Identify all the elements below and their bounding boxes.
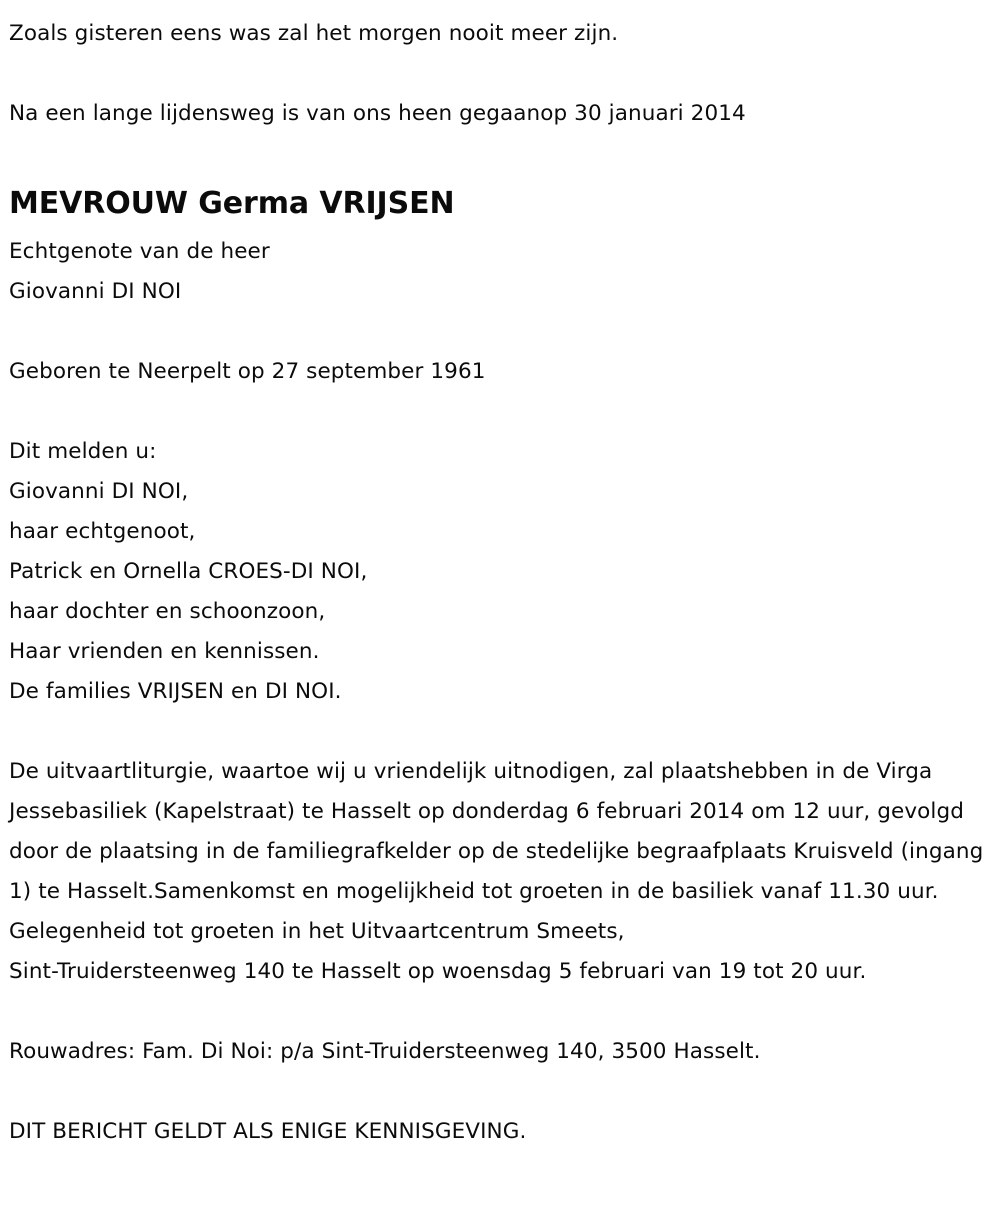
service-paragraph: De uitvaartliturgie, waartoe wij u vriendelijk uitnodigen, zal plaatshebben in de Virga Jessebasiliek (Kapelstraat) te Hasselt op donderdag 6 februari 2014 om 12 uur, gevolgd door de plaatsing in de familiegrafkelder op de stedelijke begraafplaats Kruisveld (ingang 1) te Hasselt.Samenkomst en mogelijkheid tot groeten in de basiliek vanaf 11.30 uur. xyxy=(9,759,984,904)
condolence-address: Rouwadres: Fam. Di Noi: p/a Sint-Truidersteenweg 140, 3500 Hasselt. xyxy=(9,1039,761,1064)
survivor-line: De families VRIJSEN en DI NOI. xyxy=(9,679,342,704)
spouse-label: Echtgenote van de heer xyxy=(9,239,270,264)
closing-notice: DIT BERICHT GELDT ALS ENIGE KENNISGEVING. xyxy=(9,1119,527,1144)
spacer xyxy=(9,1072,994,1112)
visitation-line-1: Gelegenheid tot groeten in het Uitvaartcentrum Smeets, xyxy=(9,919,625,944)
spouse-name: Giovanni DI NOI xyxy=(9,279,182,304)
spacer xyxy=(9,134,994,174)
survivor-line: haar echtgenoot, xyxy=(9,519,196,544)
survivor-line: Haar vrienden en kennissen. xyxy=(9,639,320,664)
survivor-line: Patrick en Ornella CROES-DI NOI, xyxy=(9,559,368,584)
death-announcement: Na een lange lijdensweg is van ons heen gegaanop 30 januari 2014 xyxy=(9,101,746,126)
announced-by-intro: Dit melden u: xyxy=(9,439,157,464)
spacer xyxy=(9,312,994,352)
birth-line: Geboren te Neerpelt op 27 september 1961 xyxy=(9,359,486,384)
deceased-name: MEVROUW Germa VRIJSEN xyxy=(9,186,455,221)
survivor-line: haar dochter en schoonzoon, xyxy=(9,599,326,624)
spacer xyxy=(9,992,994,1032)
spacer xyxy=(9,712,994,752)
opening-quote: Zoals gisteren eens was zal het morgen nooit meer zijn. xyxy=(9,21,619,46)
spacer xyxy=(9,54,994,94)
spacer xyxy=(9,392,994,432)
visitation-line-2: Sint-Truidersteenweg 140 te Hasselt op woensdag 5 februari van 19 tot 20 uur. xyxy=(9,959,867,984)
survivor-line: Giovanni DI NOI, xyxy=(9,479,189,504)
